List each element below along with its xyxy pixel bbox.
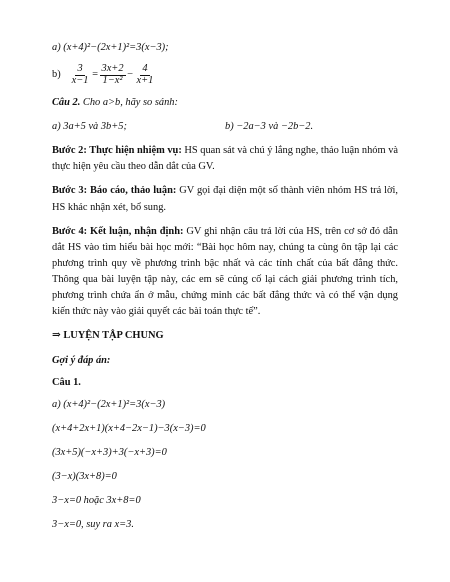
answers-heading: Gợi ý đáp án: [52, 354, 111, 366]
answer-line-6: 3−x=0, suy ra x=3. [52, 519, 134, 531]
arrow-icon: ⇒ [52, 330, 61, 342]
fraction-2-denominator: 1−x² [102, 75, 123, 87]
equals-sign: = [91, 69, 99, 81]
minus-sign: − [126, 69, 134, 81]
answers-q1-title: Câu 1. [52, 376, 81, 388]
answer-line-2: (x+4+2x+1)(x+4−2x−1)−3(x−3)=0 [52, 422, 206, 434]
step2-paragraph [52, 143, 398, 175]
step2-label: Bước 2: Thực hiện nhiệm vụ: [52, 145, 182, 157]
fraction-2 [100, 64, 126, 87]
section-title: LUYỆN TẬP CHUNG [60, 330, 164, 342]
question2-heading [52, 95, 398, 111]
fraction-2-numerator: 3x+2 [101, 63, 124, 75]
step4-label: Bước 4: Kết luận, nhận định: [52, 225, 184, 237]
step3-text: GV gọi đại diện một số thành viên nhóm HS trả lời, HS khác nhận xét, bổ sung. [52, 185, 398, 213]
question2-title: Câu 2. [52, 96, 81, 108]
question2-prompt: Cho a>b, hãy so sánh: [80, 96, 178, 108]
answer-line-5: 3−x=0 hoặc 3x+8=0 [52, 495, 141, 507]
answer-line-1: a) (x+4)²−(2x+1)²=3(x−3) [52, 398, 166, 410]
step2-text: HS quan sát và chú ý lắng nghe, thảo luận nhóm và thực hiện yêu cầu theo dẫn dắt của GV. [52, 145, 398, 173]
fraction-1 [70, 64, 91, 87]
step4-text: GV ghi nhận câu trả lời của HS, trên cơ sở đó dẫn dắt HS vào tìm hiểu bài học mới: “Bài học hôm nay, chúng ta cùng ôn tập lại các phương trình quy về phương trình bậc nhất và các tính chất của bất đẳng thức. Thông qua bài luyện tập này, các em sẽ củng cố lại cách giải phương trình tích, phương trình chứa ẩn ở mẫu, chứng minh các bất đẳng thức và có thể vận dụng kiến thức này vào giải quyết các bài toán thực tế”. [52, 225, 398, 318]
step3-paragraph [52, 183, 398, 215]
exercise1-part-a: a) (x+4)²−(2x+1)²=3(x−3); [52, 42, 169, 53]
exercise1-part-b [52, 64, 398, 87]
answer-line-3: (3x+5)(−x+3)+3(−x+3)=0 [52, 447, 167, 459]
question2-part-b: b) −2a−3 và −2b−2. [225, 121, 314, 133]
part-b-label: b) [52, 69, 61, 81]
step4-paragraph [52, 224, 398, 321]
fraction-3 [135, 64, 156, 87]
fraction-1-denominator: x−1 [71, 75, 89, 87]
fraction-1-numerator: 3 [77, 63, 83, 75]
question2-parts [52, 119, 398, 135]
question2-part-a: a) 3a+5 và 3b+5; [52, 121, 127, 133]
fraction-3-denominator: x+1 [136, 75, 154, 87]
section-heading [52, 328, 398, 344]
fraction-3-numerator: 4 [142, 63, 148, 75]
step3-label: Bước 3: Báo cáo, thảo luận: [52, 185, 177, 197]
answer-line-4: (3−x)(3x+8)=0 [52, 471, 117, 483]
